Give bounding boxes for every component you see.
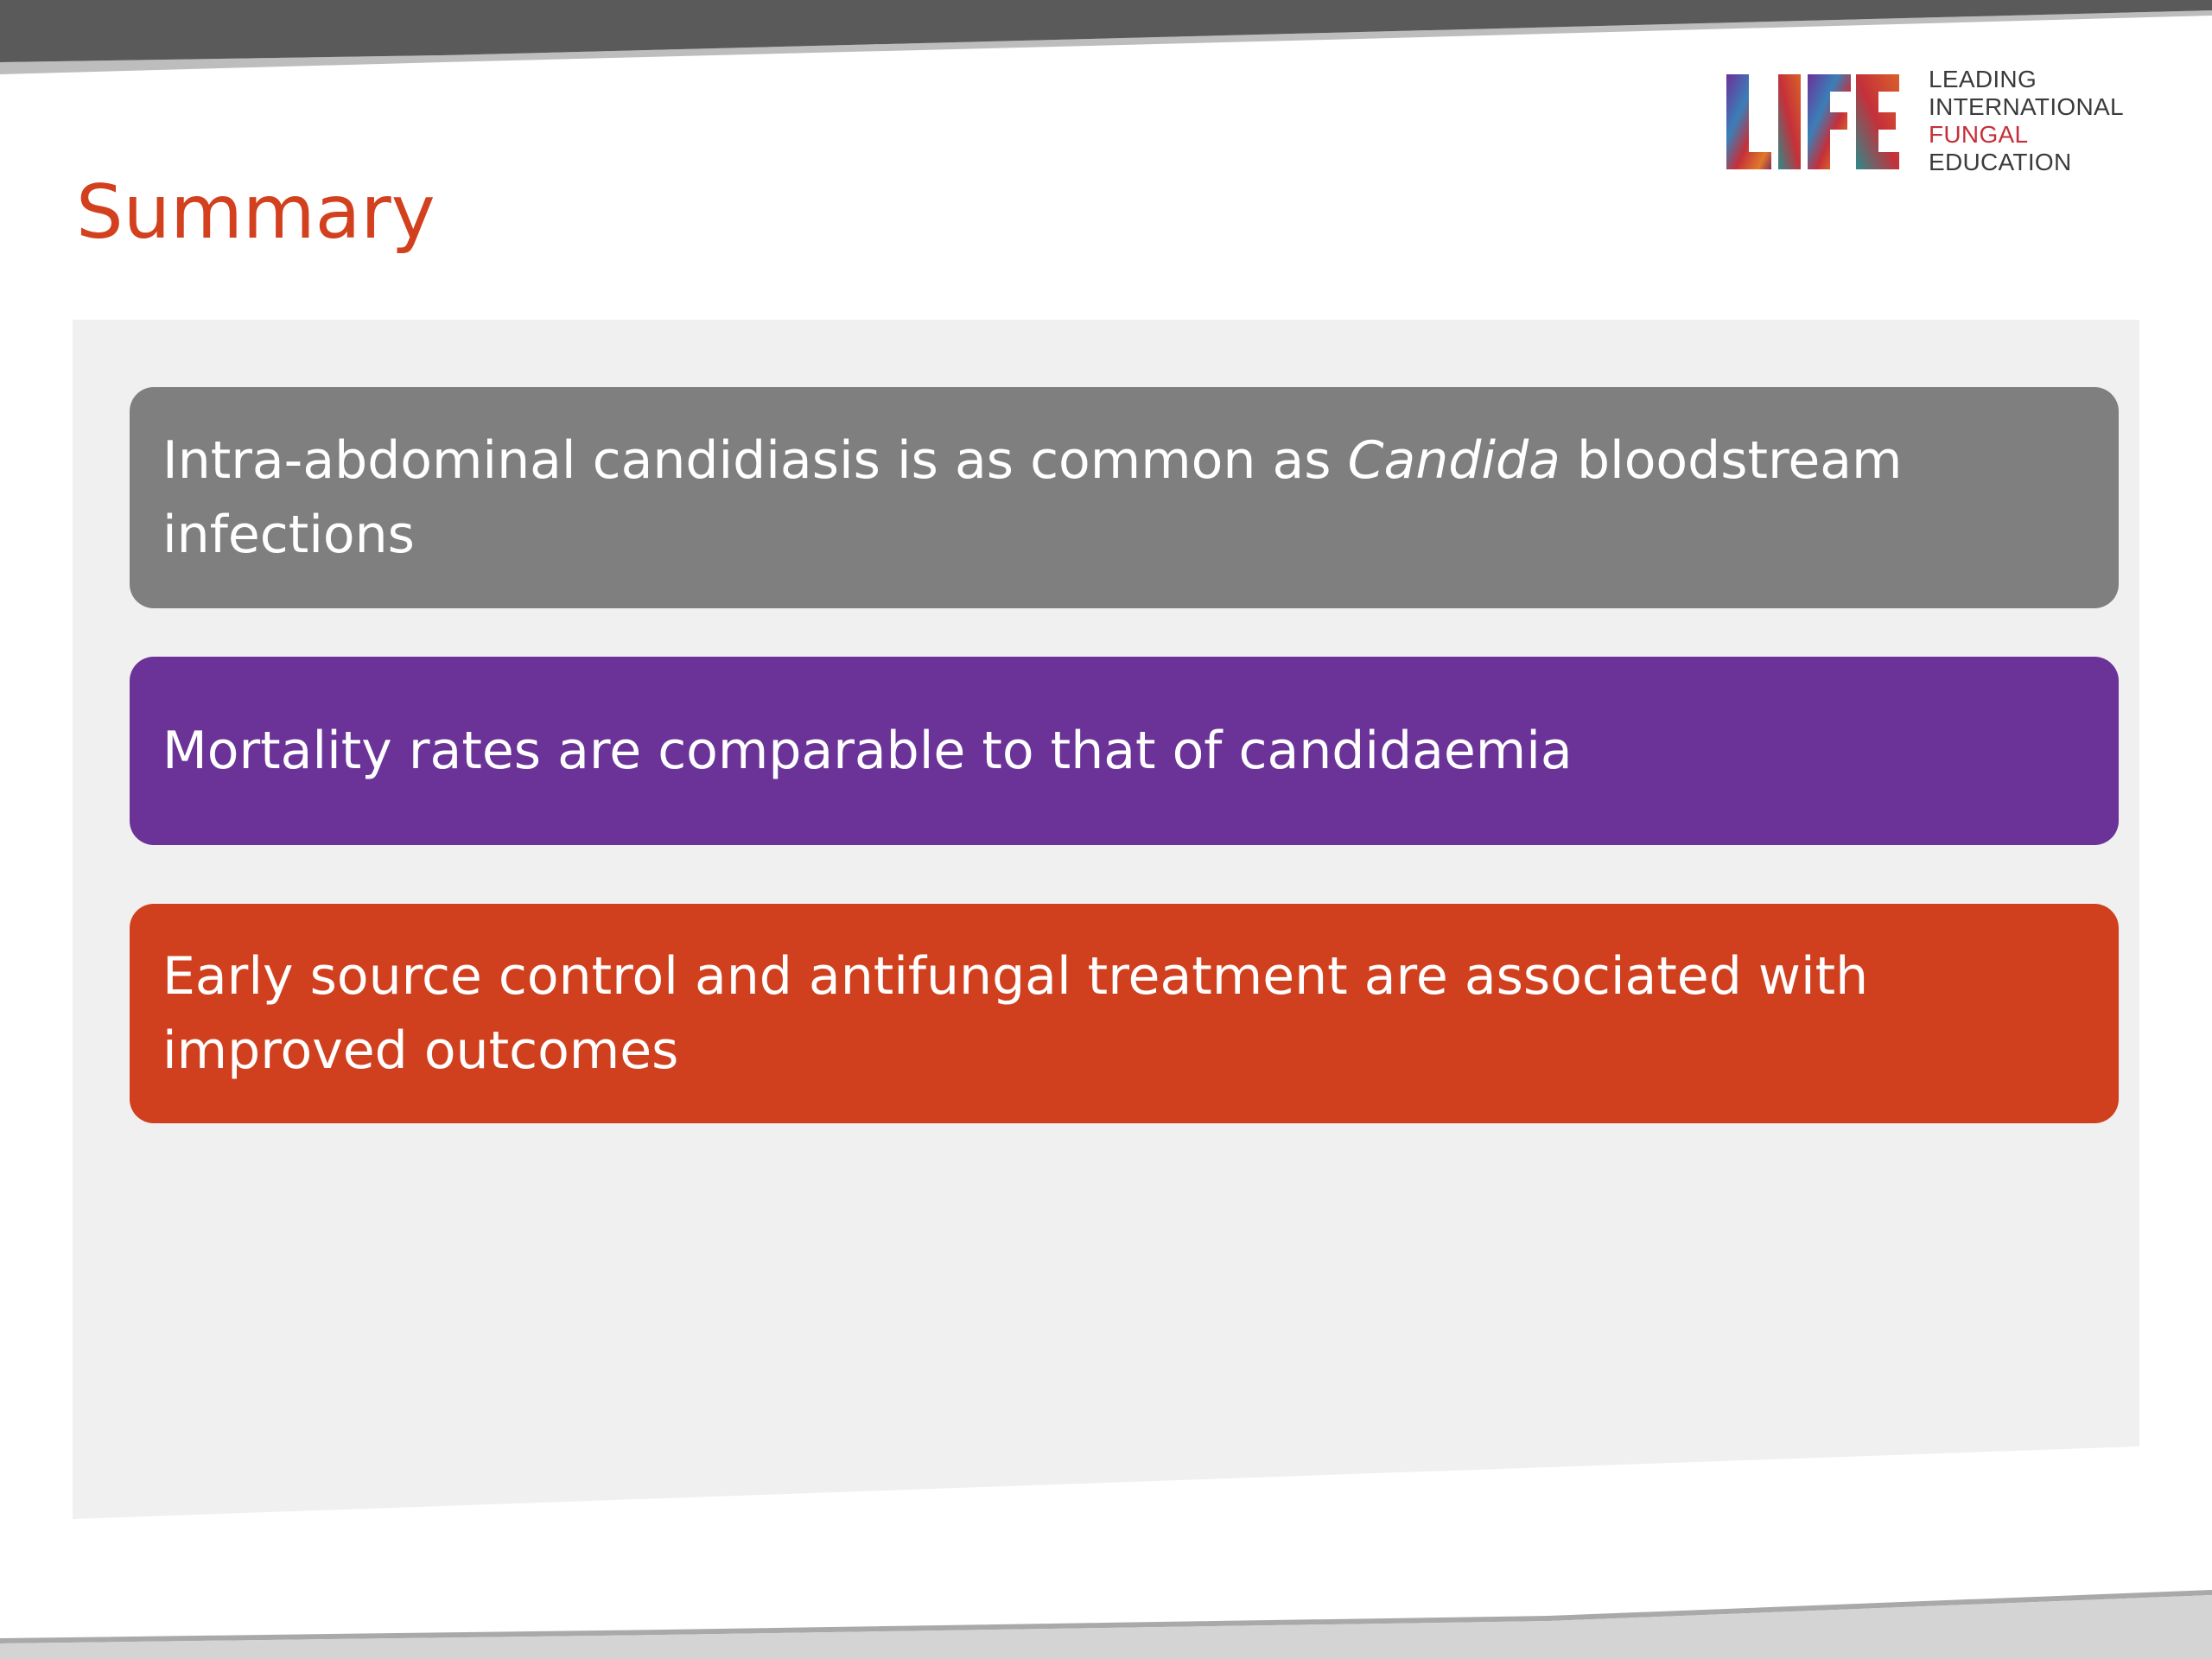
life-logo xyxy=(1723,66,2146,178)
life-logo-mark xyxy=(1723,71,1901,173)
logo-line-leading: LEADING xyxy=(1929,66,2037,92)
slide-title: Summary xyxy=(76,169,435,256)
card-1-text-start: Intra-abdominal candidiasis is as common as xyxy=(162,430,1348,491)
summary-card-mortality xyxy=(130,657,2119,845)
summary-card-incidence-text xyxy=(162,423,2086,572)
summary-card-treatment xyxy=(130,904,2119,1123)
logo-line-fungal: FUNGAL xyxy=(1929,121,2029,148)
logo-wordmark xyxy=(1929,66,2146,176)
logo-line-international: INTERNATIONAL xyxy=(1929,93,2124,120)
summary-card-mortality-text: Mortality rates are comparable to that of candidaemia xyxy=(162,721,1573,781)
logo-line-education: EDUCATION xyxy=(1929,149,2072,175)
summary-card-treatment-text: Early source control and antifungal treatment are associated with improved outcomes xyxy=(162,946,1869,1081)
card-1-text-end: bloodstream infections xyxy=(162,430,1903,565)
card-1-text-italic: Candida xyxy=(1347,430,1560,491)
summary-card-incidence xyxy=(130,387,2119,608)
